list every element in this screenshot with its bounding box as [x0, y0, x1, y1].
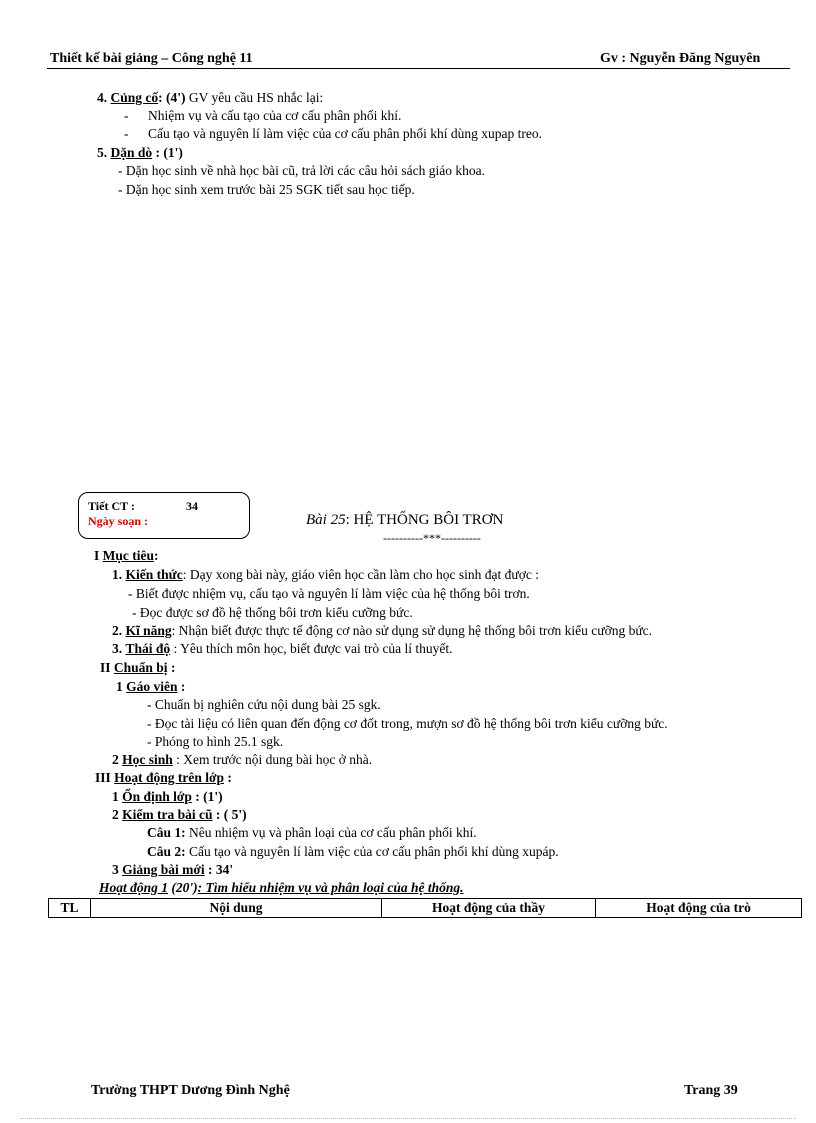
giaovien-item-2: - Đọc tài liệu có liên quan đến động cơ đốt trong, mượn sơ đồ hệ thống bôi trơn kiểu cưỡng bức.: [147, 716, 668, 731]
col-noidung: Nội dung: [91, 899, 382, 918]
kienthuc-item-2: - Đọc được sơ đồ hệ thống bôi trơn kiểu cưỡng bức.: [132, 605, 413, 620]
hocsinh-line: 2 Học sinh : Xem trước nội dung bài học ở nhà.: [112, 752, 373, 767]
title-divider: ----------***----------: [383, 531, 481, 545]
cungco-heading: 4. Củng cố: (4') GV yêu cầu HS nhắc lại:: [97, 90, 324, 105]
section-muctieu: I Mục tiêu:: [94, 548, 159, 563]
kienthuc-line: 1. Kiến thức: Dạy xong bài này, giáo viên học cần làm cho học sinh đạt được :: [112, 567, 539, 582]
cungco-item-2: Cấu tạo và nguyên lí làm việc của cơ cấu phân phối khí dùng xupap treo.: [148, 126, 543, 141]
footer-school: Trường THPT Dương Đình Nghệ: [91, 1083, 290, 1098]
tiet-value: 34: [186, 499, 198, 513]
kinang-line: 2. Kĩ năng: Nhận biết được thực tế động cơ nào sử dụng sử dụng hệ thống bôi trơn kiểu cưỡng bức.: [112, 623, 653, 638]
table-header-row: [49, 899, 802, 918]
ondinh-line: 1 Ổn định lớp : (1'): [112, 789, 223, 804]
section-hoatdong: III Hoạt động trên lớp :: [95, 770, 232, 785]
giaovien-item-3: - Phóng to hình 25.1 sgk.: [147, 734, 284, 749]
cungco-item-1: Nhiệm vụ và cấu tạo của cơ cấu phân phối khí.: [148, 108, 402, 123]
hoatdong1-line: Hoạt động 1 (20'): Tìm hiểu nhiệm vụ và phân loại của hệ thống.: [99, 880, 464, 895]
col-tl: TL: [49, 899, 91, 918]
footer-page-number: Trang 39: [684, 1083, 738, 1098]
lesson-title: Bài 25: HỆ THỐNG BÔI TRƠN: [306, 512, 504, 528]
giaovien-item-1: - Chuẩn bị nghiên cứu nội dung bài 25 sgk.: [147, 697, 381, 712]
header-author: Gv : Nguyễn Đăng Nguyên: [600, 51, 761, 66]
col-tro: Hoạt động của trò: [596, 899, 802, 918]
giangbai-line: 3 Giảng bài mới : 34': [112, 862, 234, 877]
giaovien-heading: 1 Gáo viên :: [116, 679, 186, 694]
header-title: Thiết kế bài giảng – Công nghệ 11: [50, 51, 253, 66]
kiemtra-line: 2 Kiểm tra bài cũ : ( 5'): [112, 807, 247, 822]
activity-table: [48, 898, 802, 918]
kienthuc-item-1: - Biết được nhiệm vụ, cấu tạo và nguyên lí làm việc của hệ thống bôi trơn.: [128, 586, 530, 601]
page-bottom-edge: [20, 1118, 796, 1119]
dando-item-2: - Dặn học sinh xem trước bài 25 SGK tiết sau học tiếp.: [118, 182, 415, 197]
ngay-soan-label: Ngày soạn :: [88, 514, 149, 528]
thaido-line: 3. Thái độ : Yêu thích môn học, biết được vai trò của lí thuyết.: [112, 641, 453, 656]
cau1-line: Câu 1: Nêu nhiệm vụ và phân loại của cơ cấu phân phối khí.: [147, 825, 477, 840]
col-thay: Hoạt động của thầy: [382, 899, 596, 918]
list-item: -: [124, 108, 129, 123]
tiet-label: Tiết CT :: [88, 499, 135, 513]
dando-heading: 5. Dặn dò : (1'): [97, 145, 183, 160]
dando-item-1: - Dặn học sinh về nhà học bài cũ, trả lời các câu hỏi sách giáo khoa.: [118, 163, 486, 178]
header-rule: [47, 68, 790, 69]
section-chuanbi: II Chuẩn bị :: [100, 660, 176, 675]
cau2-line: Câu 2: Cấu tạo và nguyên lí làm việc của cơ cấu phân phối khí dùng xupáp.: [147, 844, 559, 859]
list-item: -: [124, 126, 129, 141]
